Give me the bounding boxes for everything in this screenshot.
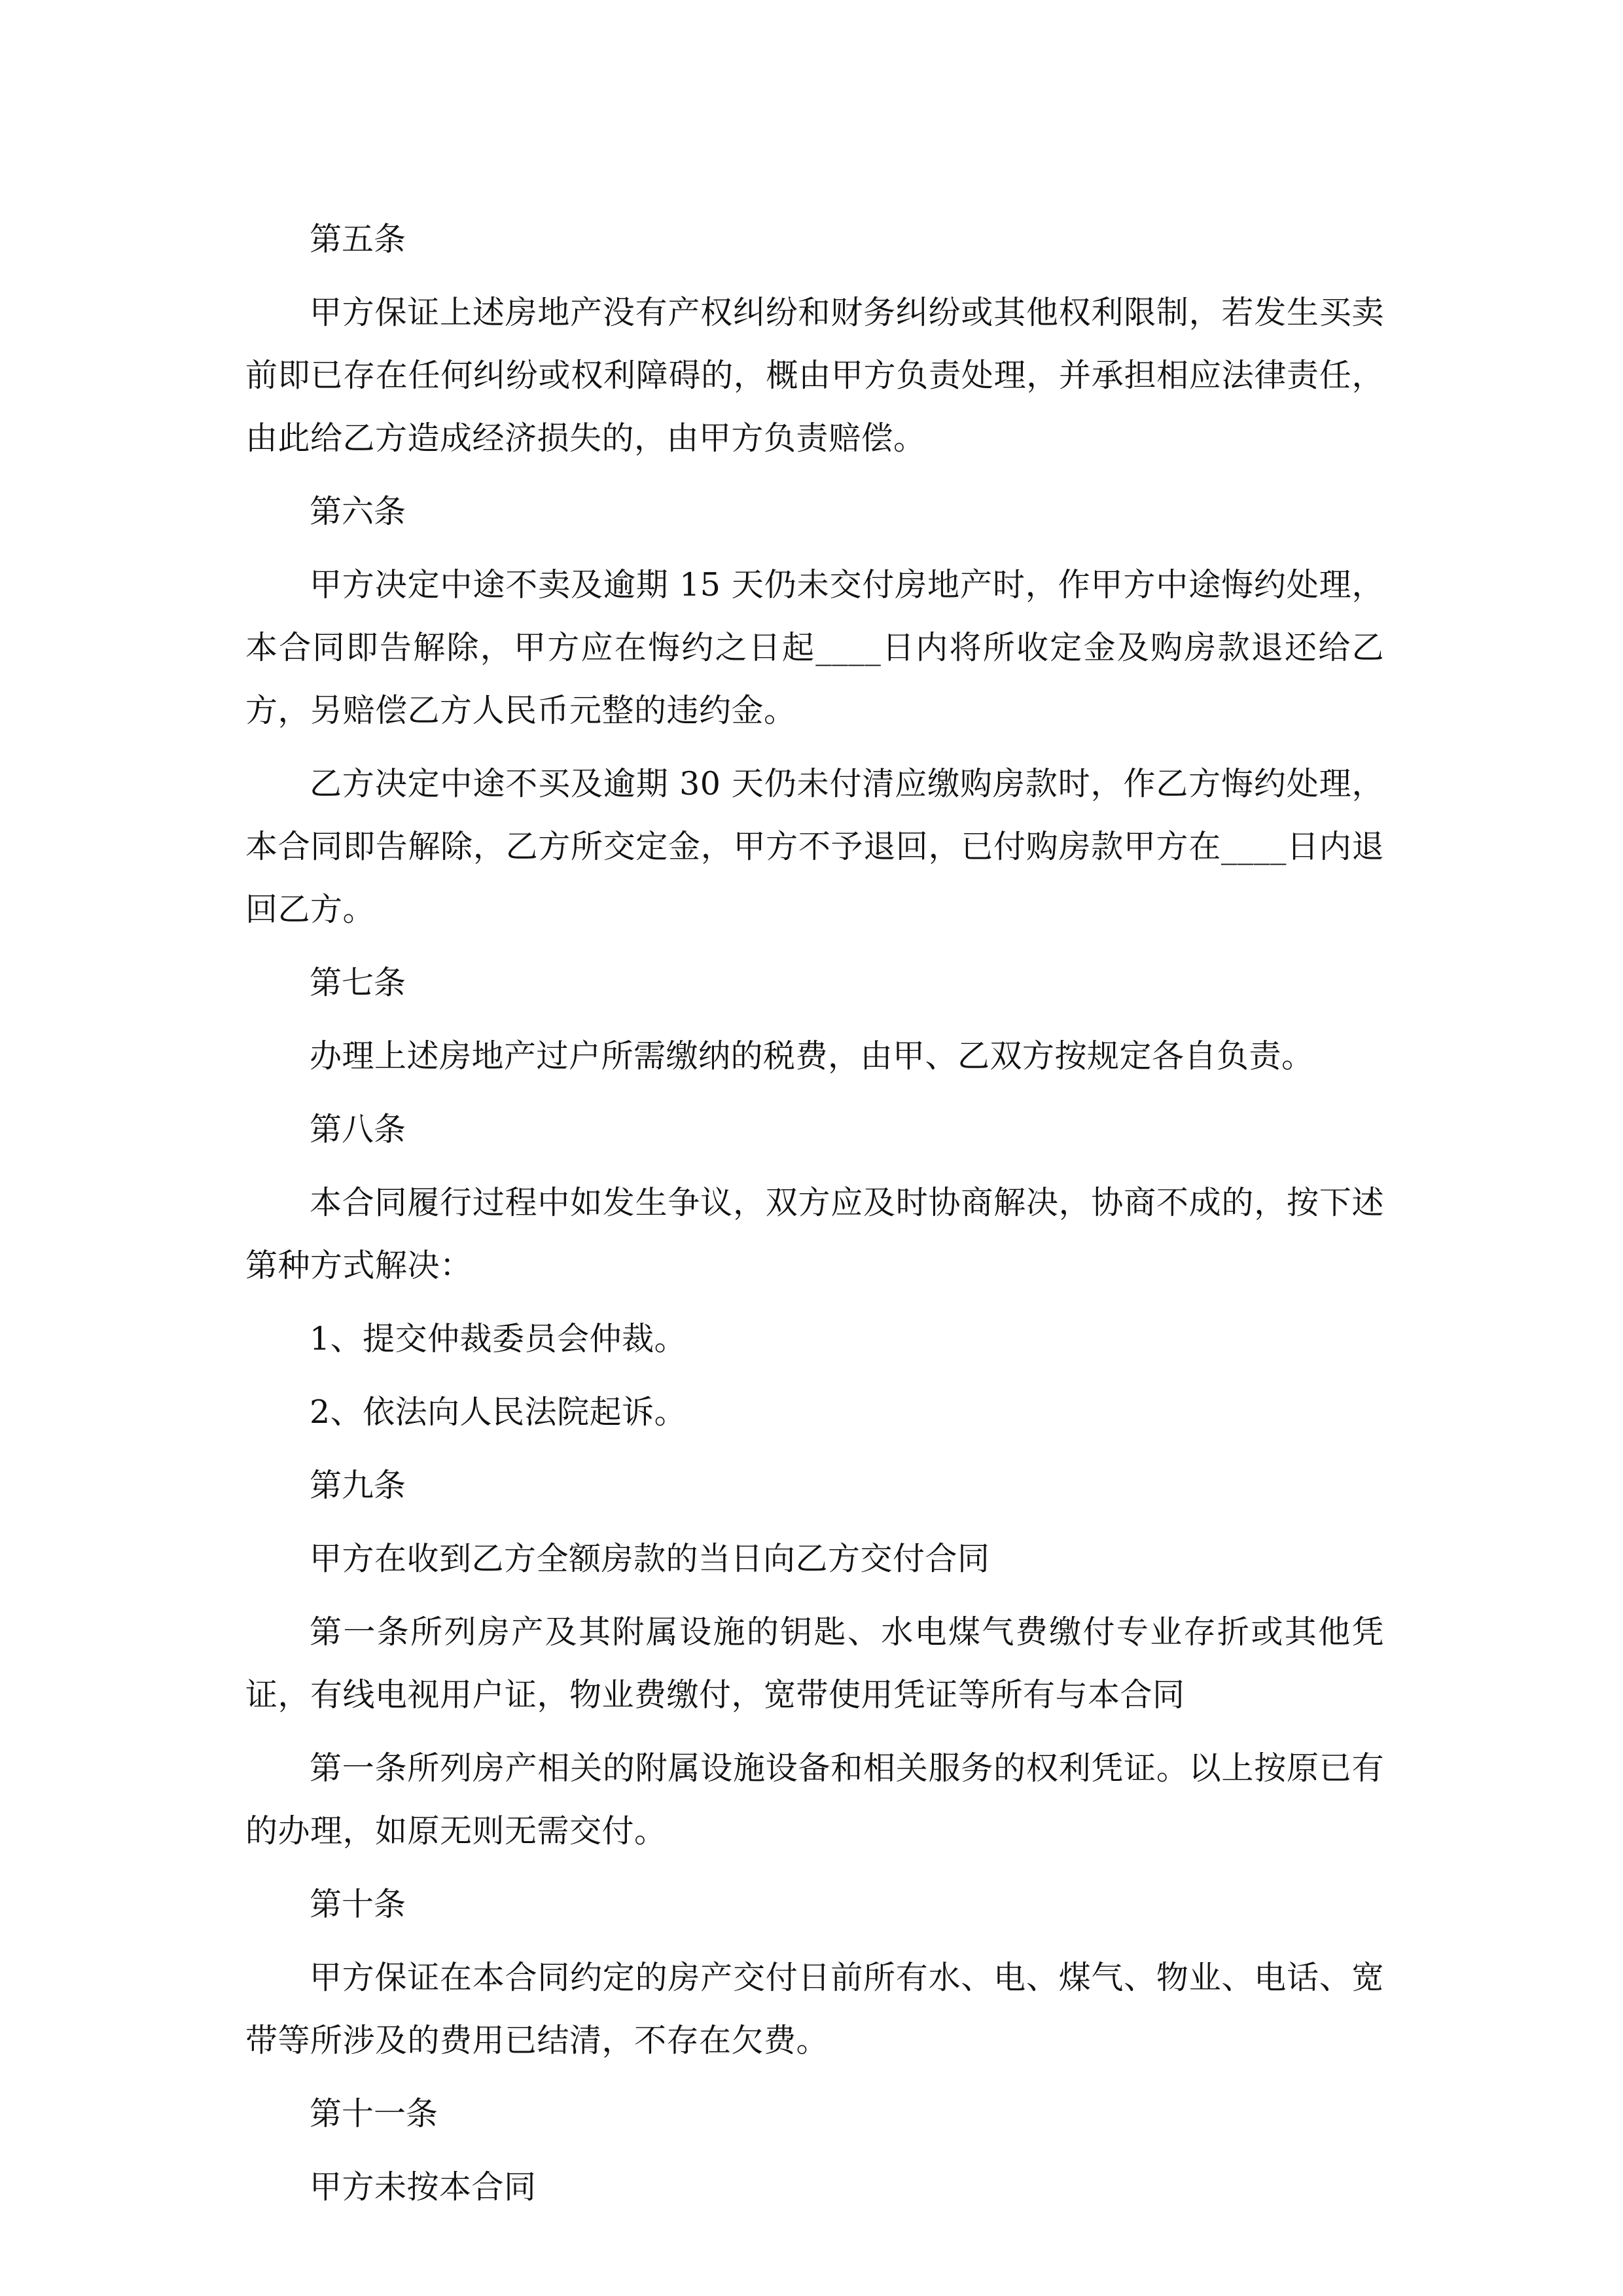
article-9-paragraph-1: 甲方在收到乙方全额房款的当日向乙方交付合同 [310,1540,990,1577]
article-heading-10: 第十条 [310,1886,406,1923]
article-heading-8: 第八条 [310,1111,406,1148]
article-6-paragraph-1: 甲方决定中途不卖及逾期 15 天仍未交付房地产时，作甲方中途悔约处理，本合同即告解除，甲方应在悔约之日起____日内将所收定金及购房款退还给乙方，另赔偿乙方人民币元整的违约金。 [245,566,1384,729]
article-heading-5: 第五条 [310,221,406,258]
article-6-paragraph-2: 乙方决定中途不买及逾期 30 天仍未付清应缴购房款时，作乙方悔约处理，本合同即告解除，乙方所交定金，甲方不予退回，已付购房款甲方在____日内退回乙方。 [245,765,1384,928]
article-8-option-1: 1、提交仲裁委员会仲裁。 [310,1320,687,1357]
article-10-paragraph: 甲方保证在本合同约定的房产交付日前所有水、电、煤气、物业、电话、宽带等所涉及的费用已结清，不存在欠费。 [245,1959,1384,2059]
document-body [245,208,1384,2229]
article-8-option-2: 2、依法向人民法院起诉。 [310,1393,687,1431]
article-heading-11: 第十一条 [310,2095,438,2132]
article-8-paragraph: 本合同履行过程中如发生争议，双方应及时协商解决，协商不成的，按下述第种方式解决： [245,1184,1384,1284]
article-5-paragraph: 甲方保证上述房地产没有产权纠纷和财务纠纷或其他权利限制，若发生买卖前即已存在任何纠纷或权利障碍的，概由甲方负责处理，并承担相应法律责任，由此给乙方造成经济损失的，由甲方负责赔偿。 [245,294,1384,457]
article-11-paragraph: 甲方未按本合同 [310,2168,537,2206]
article-heading-9: 第九条 [310,1467,406,1504]
article-9-paragraph-3: 第一条所列房产相关的附属设施设备和相关服务的权利凭证。以上按原已有的办理，如原无则无需交付。 [245,1749,1384,1850]
article-9-paragraph-2: 第一条所列房产及其附属设施的钥匙、水电煤气费缴付专业存折或其他凭证，有线电视用户证，物业费缴付，宽带使用凭证等所有与本合同 [245,1613,1384,1713]
article-7-paragraph: 办理上述房地产过户所需缴纳的税费，由甲、乙双方按规定各自负责。 [310,1037,1314,1075]
article-heading-7: 第七条 [310,964,406,1001]
article-heading-6: 第六条 [310,493,406,530]
